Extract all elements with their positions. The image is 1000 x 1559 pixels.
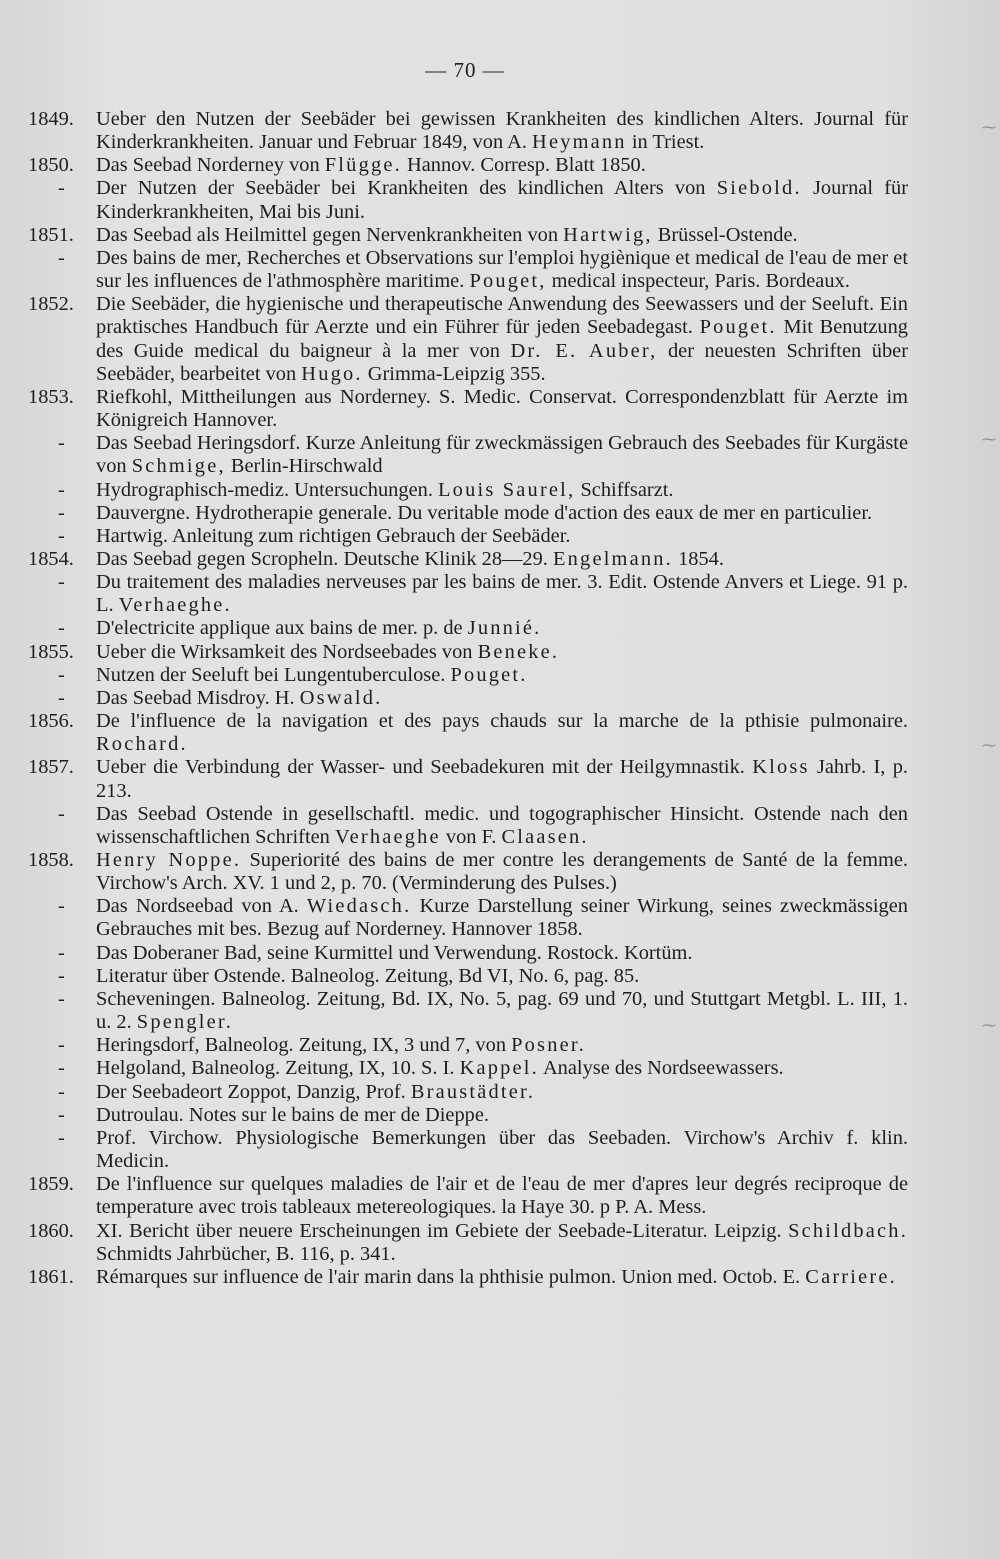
entry-text: [96, 1266, 897, 1288]
entry-text-part: Literatur über Ostende. Balneolog. Zeitung, Bd VI, No. 6, pag. 85.: [96, 964, 640, 987]
bibliography-entry: [28, 1127, 908, 1173]
entry-dash: -: [58, 895, 65, 918]
margin-mark: ⁓: [982, 433, 996, 448]
entry-text-part: XI. Bericht über neuere Erscheinungen im Gebiete der Seebade-Literatur. Leipzig.: [96, 1219, 789, 1242]
entry-year: 1851.: [28, 223, 74, 246]
entry-text: [96, 965, 639, 987]
entry-text: [96, 803, 908, 848]
bibliography-entry: [28, 803, 908, 849]
entry-text-part: Riefkohl, Mittheilungen aus Norderney. S. Medic. Conservat. Correspondenzblatt für Aerzte im Königreich Hannover.: [96, 385, 908, 432]
entry-year: 1856.: [28, 710, 74, 733]
entry-dash: -: [58, 1080, 65, 1103]
bibliography-entry: [28, 154, 908, 177]
entry-text-part: Analyse des Nordseewassers.: [538, 1057, 784, 1080]
entry-text: [96, 710, 908, 755]
entry-dash: -: [58, 501, 65, 524]
bibliography-entry: [28, 1057, 908, 1080]
bibliography-entry: [28, 224, 908, 247]
page-number: — 70 —: [425, 58, 505, 82]
bibliography-entry: [28, 641, 908, 664]
entry-year: 1850.: [28, 154, 74, 177]
entry-text-part: Nutzen der Seeluft bei Lungentuberculose.: [96, 663, 451, 686]
entry-text: [96, 1127, 908, 1172]
entry-text-part: Der Nutzen der Seebäder bei Krankheiten des kindlichen Alters von: [96, 177, 717, 200]
author-name: Wiedasch.: [306, 895, 412, 918]
bibliography-entry: [28, 1104, 908, 1127]
bibliography-entry: [28, 247, 908, 293]
entry-text: [96, 548, 724, 570]
bibliography-entry: [28, 548, 908, 571]
entry-text-part: De l'influence sur quelques maladies de l'air et de l'eau de mer d'apres leur degrés reciproque de temperature avec trois tableaux metereologiques. la Haye 30. p P. A. Mess.: [96, 1173, 908, 1219]
entry-text-part: Jahrb. I, p. 213.: [96, 756, 908, 802]
bibliography-entry: [28, 432, 908, 478]
entry-dash: -: [58, 617, 65, 640]
bibliography-entry: [28, 895, 908, 941]
entry-year: 1859.: [28, 1173, 74, 1196]
entry-text: [96, 1220, 908, 1265]
margin-mark: ⁓: [982, 739, 996, 754]
author-name: Schildbach.: [788, 1219, 908, 1242]
author-name: Verhaeghe.: [118, 594, 232, 617]
entry-text-part: Schmidts Jahrbücher, B. 116, p. 341.: [96, 1242, 396, 1265]
author-name: Louis Saurel,: [438, 478, 576, 501]
author-name: Kloss: [752, 756, 810, 779]
entry-text-part: Das Nordseebad von A.: [96, 895, 307, 918]
bibliography-entry: [28, 293, 908, 386]
entry-text: [96, 664, 528, 686]
entry-dash: -: [58, 802, 65, 825]
author-name: Beneke.: [477, 640, 560, 663]
entry-text: [96, 432, 908, 477]
entry-text-part: Grimma-Leipzig 355.: [362, 362, 546, 385]
entry-text-part: Dutroulau. Notes sur le bains de mer de Dieppe.: [96, 1103, 489, 1126]
entry-text-part: 1854.: [672, 547, 724, 570]
entry-text: [96, 895, 908, 940]
bibliography-list: [28, 108, 908, 1289]
entry-text: [96, 247, 908, 292]
entry-text-part: Das Seebad Heringsdorf. Kurze Anleitung für zweckmässigen Gebrauch des Seebades für Kurgäste von: [96, 432, 908, 478]
entry-dash: -: [58, 571, 65, 594]
entry-text-part: Ueber die Wirksamkeit des Nordseebades von: [96, 640, 478, 663]
entry-text-part: Das Seebad Misdroy. H.: [96, 686, 300, 709]
entry-text-part: von F.: [440, 825, 502, 848]
author-name: Oswald.: [299, 686, 383, 709]
author-name: Claasen.: [501, 825, 589, 848]
entry-text-part: Rémarques sur influence de l'air marin dans la phthisie pulmon. Union med. Octob. E.: [96, 1265, 806, 1288]
entry-text: [96, 756, 908, 801]
bibliography-entry: [28, 849, 908, 895]
entry-text: [96, 502, 872, 524]
entry-text: [96, 641, 559, 663]
entry-dash: -: [58, 663, 65, 686]
entry-dash: -: [58, 987, 65, 1010]
author-name: Pouget.: [699, 316, 777, 339]
author-name: Hugo.: [301, 362, 363, 385]
entry-text-part: der neuesten Schriften über Seebäder, bearbeitet von: [96, 339, 909, 385]
entry-text: [96, 386, 908, 431]
bibliography-entry: [28, 108, 908, 154]
entry-text: [96, 154, 646, 176]
bibliography-entry: [28, 1034, 908, 1057]
entry-text-part: Scheveningen. Balneolog. Zeitung, Bd. IX, No. 5, pag. 69 und 70, und Stuttgart Metgbl. L. III, 1. u. 2.: [96, 987, 908, 1034]
bibliography-entry: [28, 177, 908, 223]
entry-text-part: Du traitement des maladies nerveuses par les bains de mer. 3. Edit. Ostende Anvers et Liege. 91 p. L.: [96, 571, 908, 617]
author-name: Junnié.: [467, 617, 542, 640]
margin-mark: ⁓: [982, 1019, 996, 1034]
entry-text: [96, 108, 908, 153]
entry-text: [96, 1034, 586, 1056]
bibliography-entry: [28, 1173, 908, 1219]
entry-year: 1849.: [28, 108, 74, 130]
entry-text-part: D'electricite applique aux bains de mer. p. de: [96, 617, 468, 640]
bibliography-entry: [28, 502, 908, 525]
entry-year: 1852.: [28, 293, 74, 316]
author-name: Spengler.: [136, 1011, 234, 1034]
entry-text-part: Ueber den Nutzen der Seebäder bei gewissen Krankheiten des kindlichen Alters. Journal für Kinderkrankheiten. Januar und Februar 1849, von A.: [96, 108, 908, 154]
author-name: Schmige,: [131, 455, 226, 478]
entry-text-part: Schiffsarzt.: [575, 478, 674, 501]
entry-text-part: Ueber die Verbindung der Wasser- und Seebadekuren mit der Heilgymnastik.: [96, 756, 753, 779]
bibliography-entry: [28, 1266, 908, 1289]
entry-text-part: Das Seebad als Heilmittel gegen Nervenkrankheiten von: [96, 223, 564, 246]
entry-text-part: Kurze Darstellung seiner Wirkung, seines zweckmässigen Gebrauches mit bes. Bezug auf Norderney. Hannover 1858.: [96, 895, 908, 941]
author-name: Pouget.: [450, 663, 528, 686]
entry-text: [96, 224, 798, 246]
entry-dash: -: [58, 964, 65, 987]
entry-text: [96, 1081, 535, 1103]
entry-text-part: Mit Benutzung des Guide medical du baigneur à la mer von: [96, 316, 909, 362]
author-name: Posner.: [511, 1034, 587, 1057]
bibliography-entry: [28, 664, 908, 687]
entry-text-part: Das Seebad Ostende in gesellschaftl. medic. und togographischer Hinsicht. Ostende nach den wissenschaftlichen Schriften: [96, 802, 908, 848]
entry-text: [96, 177, 908, 222]
entry-dash: -: [58, 1126, 65, 1149]
entry-text-part: Prof. Virchow. Physiologische Bemerkungen über das Seebaden. Virchow's Archiv f. klin. Medicin.: [96, 1126, 908, 1173]
bibliography-entry: [28, 1081, 908, 1104]
author-name: Verhaeghe: [334, 825, 441, 848]
entry-dash: -: [58, 1057, 65, 1080]
entry-text-part: Superiorité des bains de mer contre les derangements de Santé de la femme. Virchow's Arch. XV. 1 und 2, p. 70. (Verminderung des Pulses.): [96, 849, 909, 895]
entry-text: [96, 525, 571, 547]
author-name: Rochard.: [96, 733, 188, 756]
entry-year: 1854.: [28, 547, 74, 570]
author-name: Flügge.: [324, 154, 402, 177]
entry-text-part: Hartwig. Anleitung zum richtigen Gebrauch der Seebäder.: [96, 524, 571, 547]
bibliography-entry: [28, 479, 908, 502]
author-name: Kappel.: [459, 1057, 539, 1080]
entry-text-part: Der Seebadeort Zoppot, Danzig, Prof.: [96, 1080, 411, 1103]
entry-text: [96, 617, 541, 639]
entry-year: 1861.: [28, 1265, 74, 1288]
margin-mark: ⁓: [982, 121, 996, 136]
entry-text-part: Helgoland, Balneolog. Zeitung, IX, 10. S. I.: [96, 1057, 460, 1080]
author-name: Pouget,: [469, 270, 547, 293]
entry-text-part: Heringsdorf, Balneolog. Zeitung, IX, 3 und 7, von: [96, 1034, 512, 1057]
bibliography-entry: [28, 687, 908, 710]
entry-year: 1858.: [28, 849, 74, 871]
entry-dash: -: [58, 941, 65, 964]
entry-text: [96, 293, 908, 384]
entry-text: [96, 479, 674, 501]
entry-text-part: medical inspecteur, Paris. Bordeaux.: [546, 270, 850, 293]
bibliography-entry: [28, 617, 908, 640]
entry-text-part: Die Seebäder, die hygienische und therapeutische Anwendung des Seewassers und der Seeluft. Ein praktisches Handbuch für Aerzte und ein Führer für jeden Seebadegast.: [96, 293, 908, 339]
entry-dash: -: [58, 478, 65, 501]
entry-text: [96, 1057, 784, 1079]
bibliography-entry: [28, 571, 908, 617]
author-name: Heymann: [532, 131, 627, 154]
entry-dash: -: [58, 177, 65, 200]
entry-year: 1860.: [28, 1219, 74, 1242]
entry-dash: -: [58, 1034, 65, 1057]
entry-text-part: Das Seebad gegen Scropheln. Deutsche Klinik 28—29.: [96, 547, 553, 570]
entry-year: 1857.: [28, 756, 74, 779]
entry-text-part: Berlin-Hirschwald: [225, 455, 383, 478]
entry-dash: -: [58, 246, 65, 269]
entry-text-part: Dauvergne. Hydrotherapie generale. Du veritable mode d'action des eaux de mer en particulier.: [96, 501, 873, 524]
entry-dash: -: [58, 432, 65, 455]
entry-text-part: in Triest.: [626, 131, 705, 154]
author-name: Dr. E. Auber,: [510, 339, 658, 362]
entry-text-part: Des bains de mer, Recherches et Observations sur l'emploi hygiènique et medical de l'eau de mer et sur les influences de l'athmosphère maritime.: [96, 246, 908, 293]
entry-text-part: Hydrographisch-mediz. Untersuchungen.: [96, 478, 439, 501]
author-name: Henry Noppe.: [96, 849, 242, 871]
author-name: Siebold.: [716, 177, 802, 200]
author-name: Braustädter.: [410, 1080, 536, 1103]
entry-year: 1853.: [28, 385, 74, 408]
bibliography-entry: [28, 386, 908, 432]
bibliography-entry: [28, 942, 908, 965]
bibliography-entry: [28, 1220, 908, 1266]
entry-text-part: Brüssel-Ostende.: [652, 223, 798, 246]
entry-text: [96, 571, 908, 616]
author-name: Hartwig,: [563, 223, 653, 246]
entry-text: [96, 849, 908, 894]
bibliography-entry: [28, 710, 908, 756]
author-name: Engelmann.: [553, 547, 673, 570]
entry-text: [96, 687, 382, 709]
entry-dash: -: [58, 686, 65, 709]
bibliography-entry: [28, 965, 908, 988]
entry-text: [96, 1104, 489, 1126]
entry-dash: -: [58, 524, 65, 547]
entry-text-part: De l'influence de la navigation et des pays chauds sur la marche de la pthisie pulmonaire.: [96, 710, 908, 733]
bibliography-entry: [28, 525, 908, 548]
entry-dash: -: [58, 1103, 65, 1126]
entry-text-part: Hannov. Corresp. Blatt 1850.: [401, 154, 646, 177]
bibliography-entry: [28, 988, 908, 1034]
author-name: Carriere.: [805, 1265, 897, 1288]
entry-text: [96, 988, 908, 1033]
bibliography-entry: [28, 756, 908, 802]
entry-year: 1855.: [28, 640, 74, 663]
entry-text-part: Das Seebad Norderney von: [96, 154, 325, 177]
entry-text-part: Journal für Kinderkrankheiten, Mai bis Juni.: [96, 177, 909, 223]
entry-text: [96, 942, 693, 964]
entry-text-part: Das Doberaner Bad, seine Kurmittel und Verwendung. Rostock. Kortüm.: [96, 941, 693, 964]
entry-text: [96, 1173, 908, 1218]
